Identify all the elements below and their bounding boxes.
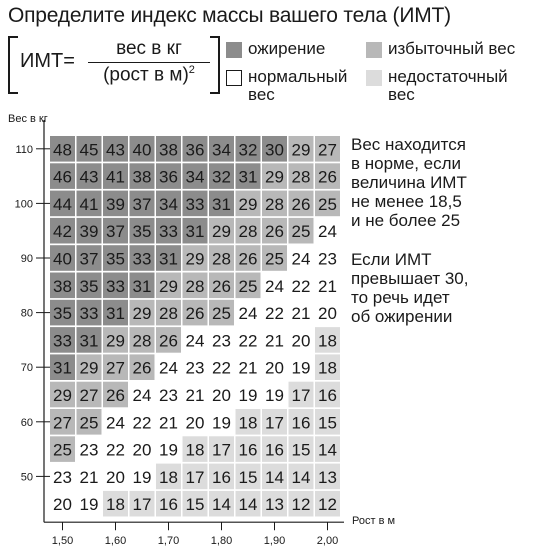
cell-value: 31: [79, 331, 99, 351]
cell-value: 20: [132, 440, 152, 460]
formula-exponent: 2: [188, 64, 195, 76]
cell-value: 28: [238, 222, 258, 242]
x-axis-label: Рост в м: [352, 515, 396, 527]
cell-value: 45: [79, 140, 99, 160]
cell-value: 19: [79, 495, 99, 515]
cell-value: 23: [159, 386, 178, 405]
cell-value: 23: [53, 467, 72, 487]
page-title: Определите индекс массы вашего тела (ИМТ): [8, 4, 451, 27]
cell-value: 23: [318, 249, 337, 269]
cell-value: 15: [291, 440, 311, 460]
cell-value: 12: [318, 495, 337, 515]
cell-value: 25: [212, 304, 231, 324]
cell-value: 14: [318, 440, 337, 460]
note-line: в норме, если: [351, 154, 462, 173]
cell-value: 16: [318, 386, 337, 405]
cell-value: 16: [291, 413, 311, 433]
cell-value: 33: [185, 194, 205, 214]
formula-lhs: ИМТ=: [20, 50, 75, 72]
cell-value: 25: [291, 222, 311, 242]
cell-value: 24: [159, 358, 178, 378]
legend-label-overweight: избыточный вес: [388, 39, 516, 58]
cell-value: 20: [265, 358, 284, 378]
cell-value: 23: [212, 331, 231, 351]
cell-value: 26: [238, 249, 258, 269]
x-tick-label: 1,80: [210, 535, 233, 548]
cell-value: 29: [185, 249, 205, 269]
cell-value: 25: [318, 194, 337, 214]
cell-value: 27: [106, 358, 125, 378]
cell-value: 29: [159, 276, 178, 296]
cell-value: 17: [185, 467, 205, 487]
cell-value: 48: [53, 140, 72, 160]
cell-value: 29: [79, 358, 99, 378]
legend-label-obese: ожирение: [248, 39, 326, 58]
cell-value: 29: [238, 194, 258, 214]
cell-value: 39: [106, 194, 125, 214]
cell-value: 28: [212, 249, 231, 269]
cell-value: 46: [53, 167, 72, 187]
legend-label-underweight-2: вес: [388, 85, 415, 104]
cell-value: 18: [318, 331, 337, 351]
cell-value: 26: [159, 331, 178, 351]
cell-value: 22: [106, 440, 125, 460]
legend-label-normal-2: вес: [248, 85, 275, 104]
cell-value: 44: [53, 194, 72, 214]
y-tick-label: 100: [14, 198, 33, 211]
cell-value: 29: [212, 222, 231, 242]
cell-value: 19: [238, 386, 258, 405]
cell-value: 27: [318, 140, 337, 160]
cell-value: 26: [185, 304, 205, 324]
legend-label-underweight-1: недостаточный: [388, 67, 508, 86]
cell-value: 24: [106, 413, 125, 433]
cell-value: 20: [291, 331, 311, 351]
cell-value: 13: [318, 467, 337, 487]
cell-value: 26: [106, 386, 125, 405]
cell-value: 24: [132, 386, 152, 405]
cell-value: 33: [106, 276, 125, 296]
cell-value: 37: [106, 222, 125, 242]
cell-value: 29: [265, 167, 284, 187]
cell-value: 36: [185, 140, 205, 160]
cell-value: 38: [132, 167, 152, 187]
cell-value: 18: [238, 413, 258, 433]
cell-value: 19: [132, 467, 152, 487]
cell-value: 31: [132, 276, 152, 296]
cell-value: 20: [185, 413, 205, 433]
cell-value: 29: [132, 304, 152, 324]
note-line: не менее 18,5: [351, 192, 462, 211]
cell-value: 39: [79, 222, 99, 242]
cell-value: 34: [159, 194, 178, 214]
cell-value: 37: [79, 249, 99, 269]
cell-value: 14: [265, 467, 284, 487]
cell-value: 16: [265, 440, 284, 460]
cell-value: 24: [265, 276, 284, 296]
note-line: Вес находится: [351, 135, 466, 154]
y-axis-label: Вес в кг: [8, 113, 48, 125]
note-line: то речь идет: [351, 288, 450, 307]
cell-value: 23: [185, 358, 205, 378]
cell-value: 34: [185, 167, 205, 187]
cell-value: 25: [53, 440, 72, 460]
cell-value: 20: [53, 495, 72, 515]
note-line: Если ИМТ: [351, 250, 432, 269]
cell-value: 19: [212, 413, 231, 433]
cell-value: 19: [159, 440, 178, 460]
cell-value: 16: [212, 467, 231, 487]
cell-value: 36: [159, 167, 178, 187]
cell-value: 22: [265, 304, 284, 324]
cell-value: 20: [106, 467, 125, 487]
cell-value: 31: [212, 194, 231, 214]
cell-value: 26: [291, 194, 311, 214]
cell-value: 30: [265, 140, 284, 160]
cell-value: 25: [265, 249, 284, 269]
cell-value: 41: [106, 167, 125, 187]
note-line: и не более 25: [351, 211, 461, 230]
cell-value: 28: [159, 304, 178, 324]
cell-value: 26: [132, 358, 152, 378]
cell-value: 29: [53, 386, 72, 405]
y-tick-label: 50: [20, 471, 33, 484]
cell-value: 25: [79, 413, 99, 433]
cell-value: 33: [79, 304, 99, 324]
cell-value: 22: [291, 276, 311, 296]
cell-value: 35: [106, 249, 125, 269]
cell-value: 35: [132, 222, 152, 242]
cell-value: 15: [318, 413, 337, 433]
cell-value: 16: [238, 440, 258, 460]
cell-value: 12: [291, 495, 311, 515]
cell-value: 21: [79, 467, 99, 487]
cell-value: 21: [238, 358, 258, 378]
cell-value: 27: [53, 413, 72, 433]
x-tick-label: 2,00: [316, 535, 339, 548]
cell-value: 25: [238, 276, 258, 296]
x-tick-label: 1,70: [157, 535, 180, 548]
cell-value: 41: [79, 194, 99, 214]
cell-value: 35: [79, 276, 99, 296]
cell-value: 43: [106, 140, 125, 160]
cell-value: 40: [132, 140, 152, 160]
cell-value: 14: [238, 495, 258, 515]
cell-value: 21: [185, 386, 205, 405]
cell-value: 26: [265, 222, 284, 242]
cell-value: 17: [291, 386, 311, 405]
cell-value: 43: [79, 167, 99, 187]
cell-value: 38: [159, 140, 178, 160]
cell-value: 19: [265, 386, 284, 405]
cell-value: 26: [318, 167, 337, 187]
y-tick-label: 90: [20, 253, 33, 265]
cell-value: 13: [265, 495, 284, 515]
cell-value: 18: [106, 495, 125, 515]
cell-value: 15: [238, 467, 258, 487]
cell-value: 32: [212, 167, 231, 187]
cell-value: 28: [265, 194, 284, 214]
cell-value: 18: [159, 467, 178, 487]
cell-value: 21: [265, 331, 284, 351]
cell-value: 33: [132, 249, 152, 269]
cell-value: 37: [132, 194, 152, 214]
cell-value: 24: [318, 222, 337, 242]
cell-value: 42: [53, 222, 72, 242]
cell-value: 31: [238, 167, 258, 187]
cell-value: 22: [212, 358, 231, 378]
cell-value: 31: [185, 222, 205, 242]
x-tick-label: 1,50: [51, 535, 74, 548]
cell-value: 28: [132, 331, 152, 351]
formula-denominator: (рост в м): [103, 64, 189, 86]
cell-value: 16: [159, 495, 178, 515]
cell-value: 21: [318, 276, 337, 296]
cell-value: 29: [106, 331, 125, 351]
cell-value: 22: [132, 413, 152, 433]
note-line: величина ИМТ: [351, 173, 467, 192]
note-line: превышает 30,: [351, 269, 469, 288]
cell-value: 20: [318, 304, 337, 324]
y-tick-label: 80: [20, 307, 33, 320]
legend-label-normal-1: нормальный: [248, 67, 348, 86]
cell-value: 24: [185, 331, 205, 351]
cell-value: 18: [185, 440, 205, 460]
cell-value: 29: [291, 140, 311, 160]
cell-value: 35: [53, 304, 72, 324]
y-tick-label: 70: [20, 362, 33, 375]
cell-value: 18: [318, 358, 337, 378]
cell-value: 33: [159, 222, 178, 242]
cell-value: 22: [238, 331, 258, 351]
cell-value: 20: [212, 386, 231, 405]
formula-numerator: вес в кг: [116, 38, 182, 59]
cell-value: 28: [291, 167, 311, 187]
cell-value: 31: [106, 304, 125, 324]
cell-value: 24: [238, 304, 258, 324]
y-tick-label: 60: [20, 416, 33, 429]
cell-value: 32: [238, 140, 258, 160]
y-tick-label: 110: [15, 143, 33, 156]
note-line: об ожирении: [351, 307, 453, 326]
cell-value: 17: [132, 495, 152, 515]
cell-value: 40: [53, 249, 72, 269]
cell-value: 33: [53, 331, 72, 351]
cell-value: 26: [212, 276, 231, 296]
cell-value: 31: [53, 358, 72, 378]
cell-value: 27: [79, 386, 99, 405]
cell-value: 38: [53, 276, 72, 296]
cell-value: 21: [291, 304, 311, 324]
cell-value: 19: [291, 358, 311, 378]
cell-value: 28: [185, 276, 205, 296]
x-tick-label: 1,60: [104, 535, 127, 548]
cell-value: 14: [212, 495, 231, 515]
x-tick-label: 1,90: [263, 535, 286, 548]
cell-value: 17: [265, 413, 284, 433]
cell-value: 23: [79, 440, 99, 460]
cell-value: 24: [291, 249, 311, 269]
cell-value: 17: [212, 440, 231, 460]
cell-value: 31: [159, 249, 178, 269]
cell-value: 34: [212, 140, 231, 160]
cell-value: 15: [185, 495, 205, 515]
cell-value: 21: [159, 413, 178, 433]
cell-value: 14: [291, 467, 311, 487]
